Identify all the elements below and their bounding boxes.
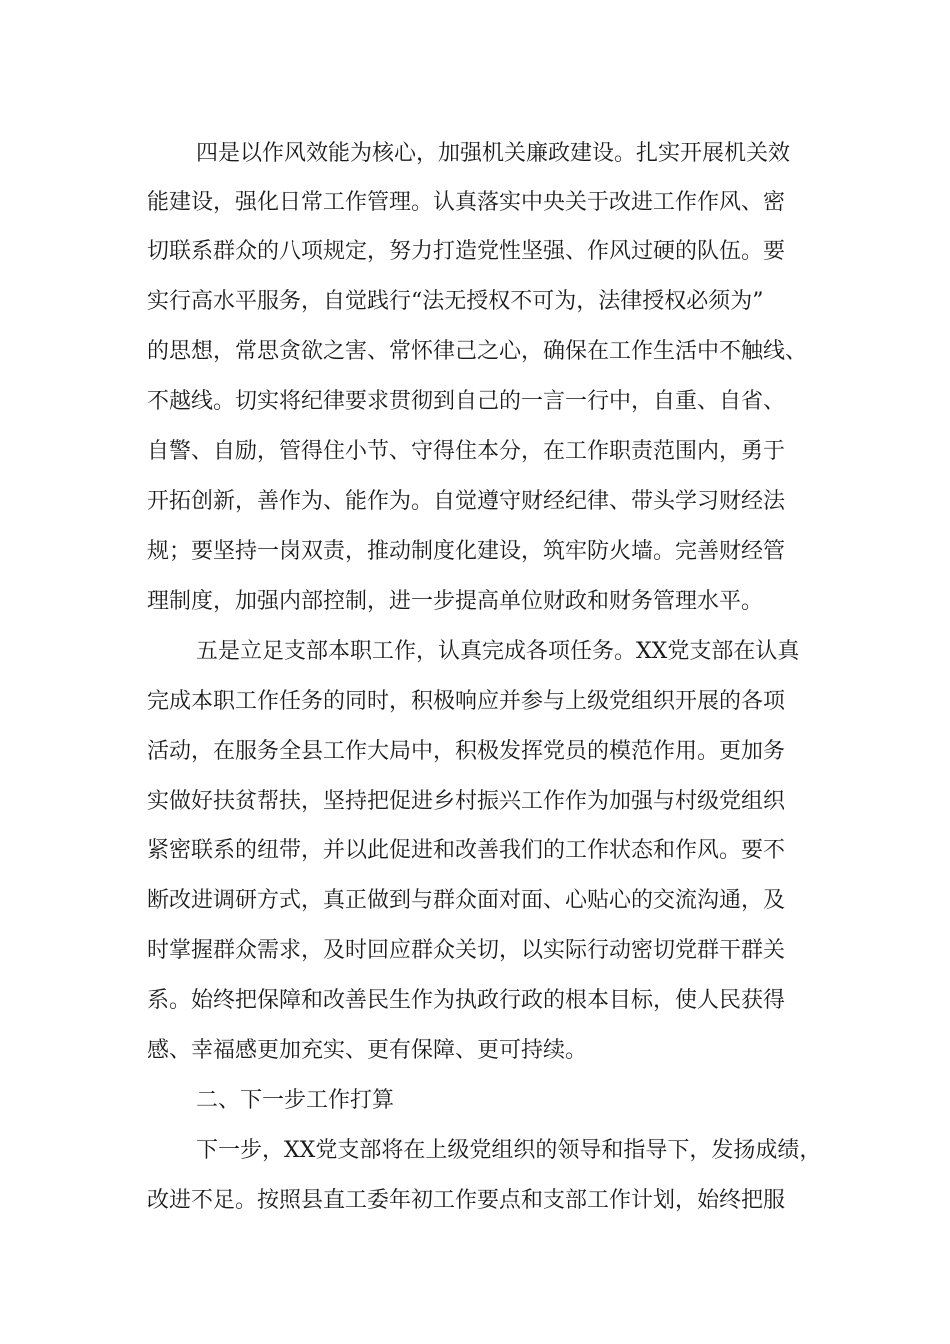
- text-line: 时掌握群众需求，及时回应群众关切，以实际行动密切党群干群关: [147, 938, 786, 963]
- text-line: 紧密联系的纽带，并以此促进和改善我们的工作状态和作风。要不: [147, 838, 786, 863]
- text-line: 实行高水平服务，自觉践行“法无授权不可为，法律授权必须为”: [147, 289, 764, 314]
- text-line: 感、幸福感更加充实、更有保障、更可持续。: [147, 1038, 588, 1063]
- text-line: 实做好扶贫帮扶，坚持把促进乡村振兴工作作为加强与村级党组织: [147, 789, 786, 814]
- text-line: 理制度，加强内部控制，进一步提高单位财政和财务管理水平。: [147, 589, 764, 614]
- text-line: 切联系群众的八项规定，努力打造党性坚强、作风过硬的队伍。要: [147, 239, 786, 264]
- text-line: 不越线。切实将纪律要求贯彻到自己的一言一行中，自重、自省、: [147, 389, 786, 414]
- text-line: 系。始终把保障和改善民生作为执政行政的根本目标，使人民获得: [147, 988, 786, 1013]
- text-line: 下一步，XX党支部将在上级党组织的领导和指导下，发扬成绩，: [196, 1138, 822, 1163]
- text-line: 开拓创新，善作为、能作为。自觉遵守财经纪律、带头学习财经法: [147, 489, 786, 514]
- text-line: 四是以作风效能为核心，加强机关廉政建设。扎实开展机关效: [196, 141, 791, 166]
- text-line: 的思想，常思贪欲之害、常怀律己之心，确保在工作生活中不触线、: [147, 339, 808, 364]
- section-heading: 二、下一步工作打算: [196, 1088, 395, 1113]
- text-line: 活动，在服务全县工作大局中，积极发挥党员的模范作用。更加务: [147, 739, 786, 764]
- text-line: 能建设，强化日常工作管理。认真落实中央关于改进工作作风、密: [147, 190, 786, 215]
- text-line: 规；要坚持一岗双责，推动制度化建设，筑牢防火墙。完善财经管: [147, 539, 786, 564]
- text-line: 自警、自励，管得住小节、守得住本分，在工作职责范围内，勇于: [147, 439, 786, 464]
- text-line: 五是立足支部本职工作，认真完成各项任务。XX党支部在认真: [196, 639, 800, 664]
- text-line: 完成本职工作任务的同时，积极响应并参与上级党组织开展的各项: [147, 689, 786, 714]
- text-line: 断改进调研方式，真正做到与群众面对面、心贴心的交流沟通，及: [147, 888, 786, 913]
- text-line: 改进不足。按照县直工委年初工作要点和支部工作计划，始终把服: [147, 1188, 786, 1213]
